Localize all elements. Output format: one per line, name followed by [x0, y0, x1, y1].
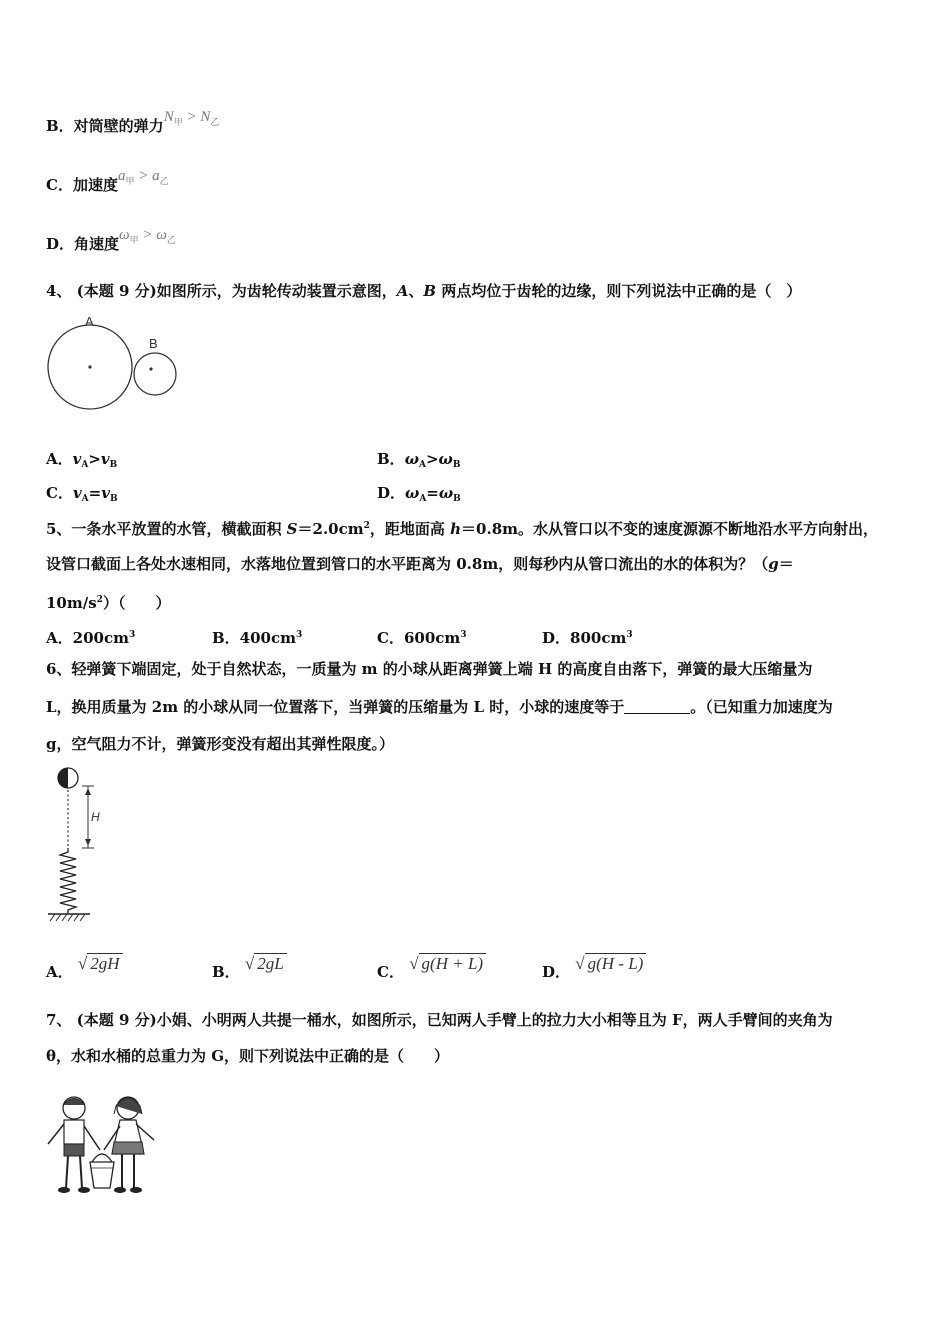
- q3-option-d-math: $\omega_甲 > \omega_乙$: [119, 227, 176, 245]
- q5-stem-line1: 5、一条水平放置的水管，横截面积 $S=2.0cm^2$，距地面高 h＝0.8m。水从管口以不变的速度源源不断地沿水平方向射出，: [46, 520, 879, 538]
- spring-figure: [44, 764, 114, 924]
- q6-stem-line3: g，空气阻力不计，弹簧形变没有超出其弹性限度。）: [46, 735, 394, 753]
- q6-option-c-expr: √ g(H + L): [409, 954, 486, 973]
- q3-option-b-label: B．对筒壁的弹力: [46, 117, 164, 135]
- answer-blank[interactable]: [624, 699, 690, 714]
- children-bucket-figure: [44, 1092, 160, 1198]
- q6-stem-line2: L，换用质量为 2m 的小球从同一位置落下，当弹簧的压缩量为 L 时，小球的速度等于 。（已知重力加速度为: [46, 698, 833, 716]
- q6-option-a: A． √ 2gH: [46, 962, 123, 982]
- q6-option-a-expr: √ 2gH: [78, 954, 123, 973]
- gear-a-center: [88, 365, 91, 368]
- q4-option-b: B．$\omega_A>\omega_B$: [377, 450, 461, 470]
- q3-option-d: [46, 227, 176, 260]
- q3-option-c-math: $a_甲 > a_乙$: [117, 168, 169, 186]
- gear-b-center: [149, 367, 152, 370]
- q4-stem: 4、 (本题 9 分)如图所示，为齿轮传动装置示意图，A、B 两点均位于齿轮的边缘，则下列说法中正确的是（ ）: [46, 282, 802, 300]
- q6-option-b: B． √ 2gL: [212, 962, 287, 982]
- q4-option-c: C．$v_A=v_B$: [46, 484, 118, 504]
- gear-label-b: B: [149, 336, 158, 351]
- q3-option-b-math: $N_甲 > N_乙$: [163, 109, 220, 127]
- q7-stem-line2: θ，水和水桶的总重力为 G，则下列说法中正确的是（ ）: [46, 1047, 450, 1065]
- q6-option-c: C． √ g(H + L): [377, 962, 486, 982]
- q5-stem-line3: $10m/s^2$）（ ）: [46, 594, 171, 612]
- q5-option-b: B．$400cm^3$: [212, 629, 303, 647]
- spring-coil: [60, 848, 76, 914]
- gear-figure: [44, 312, 184, 422]
- q5-option-a: A．$200cm^3$: [46, 629, 136, 647]
- q5-option-d: D．$800cm^3$: [542, 629, 633, 647]
- q6-stem-line1: 6、轻弹簧下端固定，处于自然状态，一质量为 m 的小球从距离弹簧上端 H 的高度自由落下，弹簧的最大压缩量为: [46, 660, 813, 678]
- q4-option-d: D．$\omega_A=\omega_B$: [377, 484, 461, 504]
- height-label: H: [91, 810, 100, 824]
- q6-option-d: D． √ g(H - L): [542, 962, 646, 982]
- q5-option-c: C．$600cm^3$: [377, 629, 467, 647]
- bucket-icon: [90, 1162, 114, 1188]
- q3-option-b: [46, 109, 220, 142]
- q5-stem-line2: 设管口截面上各处水速相同，水落地位置到管口的水平距离为 0.8m，则每秒内从管口流出的水的体积为？（g＝: [46, 555, 794, 573]
- q3-option-d-label: D．角速度: [46, 235, 120, 253]
- gear-label-a: A: [85, 314, 94, 329]
- q6-option-b-expr: √ 2gL: [245, 954, 287, 973]
- q6-option-d-expr: √ g(H - L): [575, 954, 646, 973]
- q3-option-c: [46, 168, 169, 201]
- q7-stem-line1: 7、 (本题 9 分)小娟、小明两人共提一桶水，如图所示，已知两人手臂上的拉力大小相等且为 F，两人手臂间的夹角为: [46, 1011, 833, 1029]
- q4-option-a: A．$v_A>v_B$: [46, 450, 118, 470]
- gear-b-circle: [134, 353, 176, 395]
- q3-option-c-label: C．加速度: [46, 176, 118, 194]
